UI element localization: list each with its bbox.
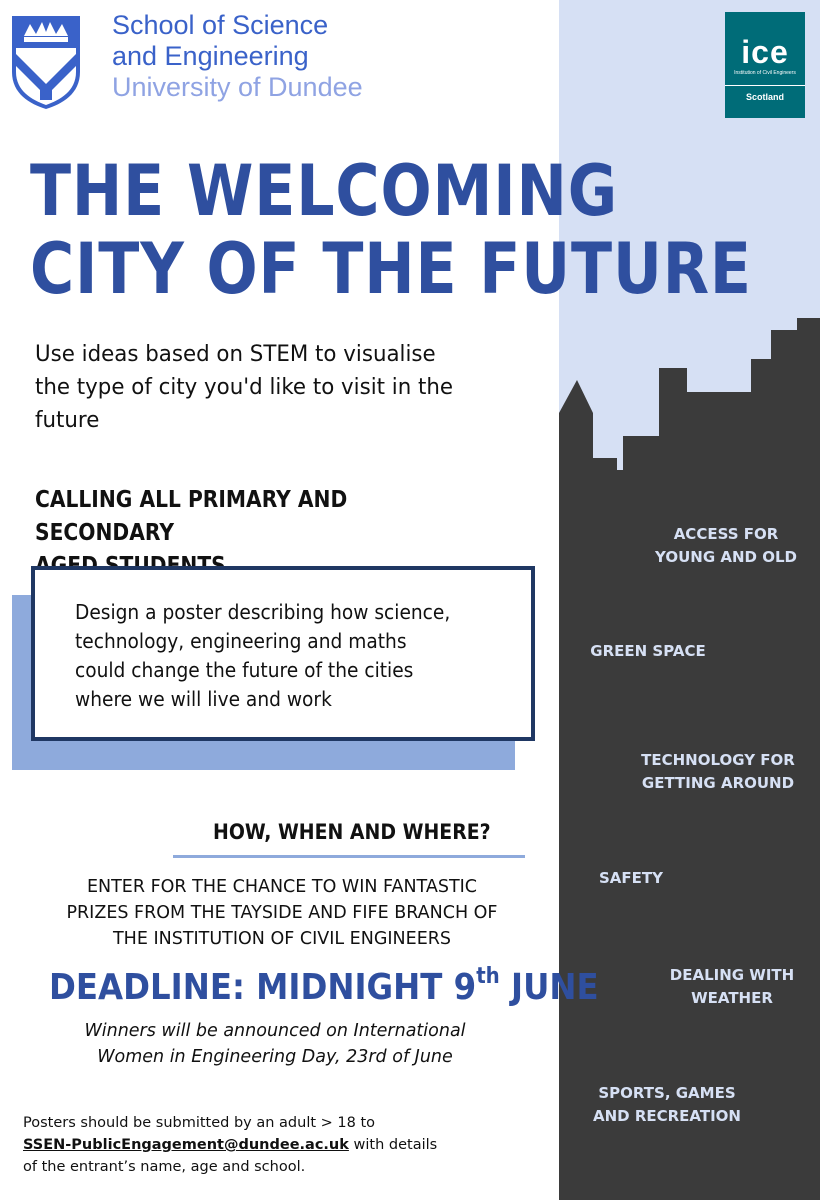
design-brief-text (75, 598, 484, 714)
deadline-suffix: JUNE (499, 967, 599, 1008)
submission-line: Posters should be submitted by an adult > 18 to (23, 1115, 376, 1131)
theme-label (533, 640, 763, 663)
theme-line: SPORTS, GAMES (598, 1084, 736, 1102)
theme-line: GREEN SPACE (590, 642, 706, 660)
design-brief-line: technology, engineering and maths (75, 629, 407, 653)
design-brief-line: could change the future of the cities (75, 658, 414, 682)
prize-line: THE INSTITUTION OF CIVIL ENGINEERS (112, 929, 452, 949)
submission-line: of the entrant’s name, age and school. (23, 1159, 306, 1175)
ice-scotland-logo (725, 12, 805, 118)
theme-label (603, 749, 820, 795)
winners-line: Women in Engineering Day, 23rd of June (97, 1047, 453, 1067)
submission-instructions (23, 1112, 563, 1178)
prize-line: ENTER FOR THE CHANCE TO WIN FANTASTIC (86, 877, 478, 897)
deadline-ordinal: th (476, 964, 500, 989)
theme-line: TECHNOLOGY FOR (641, 751, 795, 769)
ice-logo-word: ice (741, 34, 789, 70)
submission-line-rest: with details (348, 1137, 438, 1153)
ice-logo-divider (725, 85, 805, 86)
theme-line: YOUNG AND OLD (655, 548, 797, 566)
ice-logo-subtitle: Institution of Civil Engineers (734, 70, 796, 76)
theme-label (552, 1082, 782, 1128)
heading-underline (173, 855, 525, 858)
school-name-block (112, 10, 363, 103)
prize-info (22, 874, 542, 952)
theme-line: SAFETY (599, 869, 663, 887)
ice-logo-region: Scotland (745, 92, 784, 102)
university-name: University of Dundee (112, 72, 363, 102)
contact-email-link[interactable]: SSEN-PublicEngagement@dundee.ac.uk (23, 1137, 349, 1153)
design-brief-line: Design a poster describing how science, (75, 600, 451, 624)
theme-label (516, 867, 746, 890)
submission-line-2 (23, 1134, 563, 1156)
theme-label (611, 523, 820, 569)
intro-text (35, 338, 520, 437)
school-name-line: and Engineering (112, 41, 309, 71)
theme-line: DEALING WITH (669, 966, 795, 984)
theme-line: AND RECREATION (592, 1107, 741, 1125)
intro-line: Use ideas based on STEM to visualise (35, 342, 436, 367)
title-line: CITY OF THE FUTURE (30, 228, 752, 310)
design-brief-line: where we will live and work (75, 687, 332, 711)
theme-line: GETTING AROUND (641, 774, 795, 792)
calling-line: CALLING ALL PRIMARY AND SECONDARY (35, 487, 348, 546)
university-of-dundee-crest-icon (10, 14, 82, 110)
title-line: THE WELCOMING (30, 150, 619, 232)
design-brief-box (31, 566, 535, 741)
prize-line: PRIZES FROM THE TAYSIDE AND FIFE BRANCH OF (66, 903, 498, 923)
winners-line: Winners will be announced on International (84, 1021, 466, 1041)
theme-label (617, 964, 820, 1010)
intro-line: the type of city you'd like to visit in the (35, 375, 454, 400)
how-when-where-heading: HOW, WHEN AND WHERE? (213, 820, 491, 844)
intro-line: future (35, 408, 100, 433)
theme-line: WEATHER (691, 989, 773, 1007)
school-name-line: School of Science (112, 10, 329, 40)
winners-announcement (20, 1018, 530, 1070)
page-title (30, 152, 752, 308)
deadline-prefix: DEADLINE: MIDNIGHT 9 (49, 967, 477, 1008)
theme-line: ACCESS FOR (673, 525, 779, 543)
deadline-banner (49, 962, 599, 1014)
